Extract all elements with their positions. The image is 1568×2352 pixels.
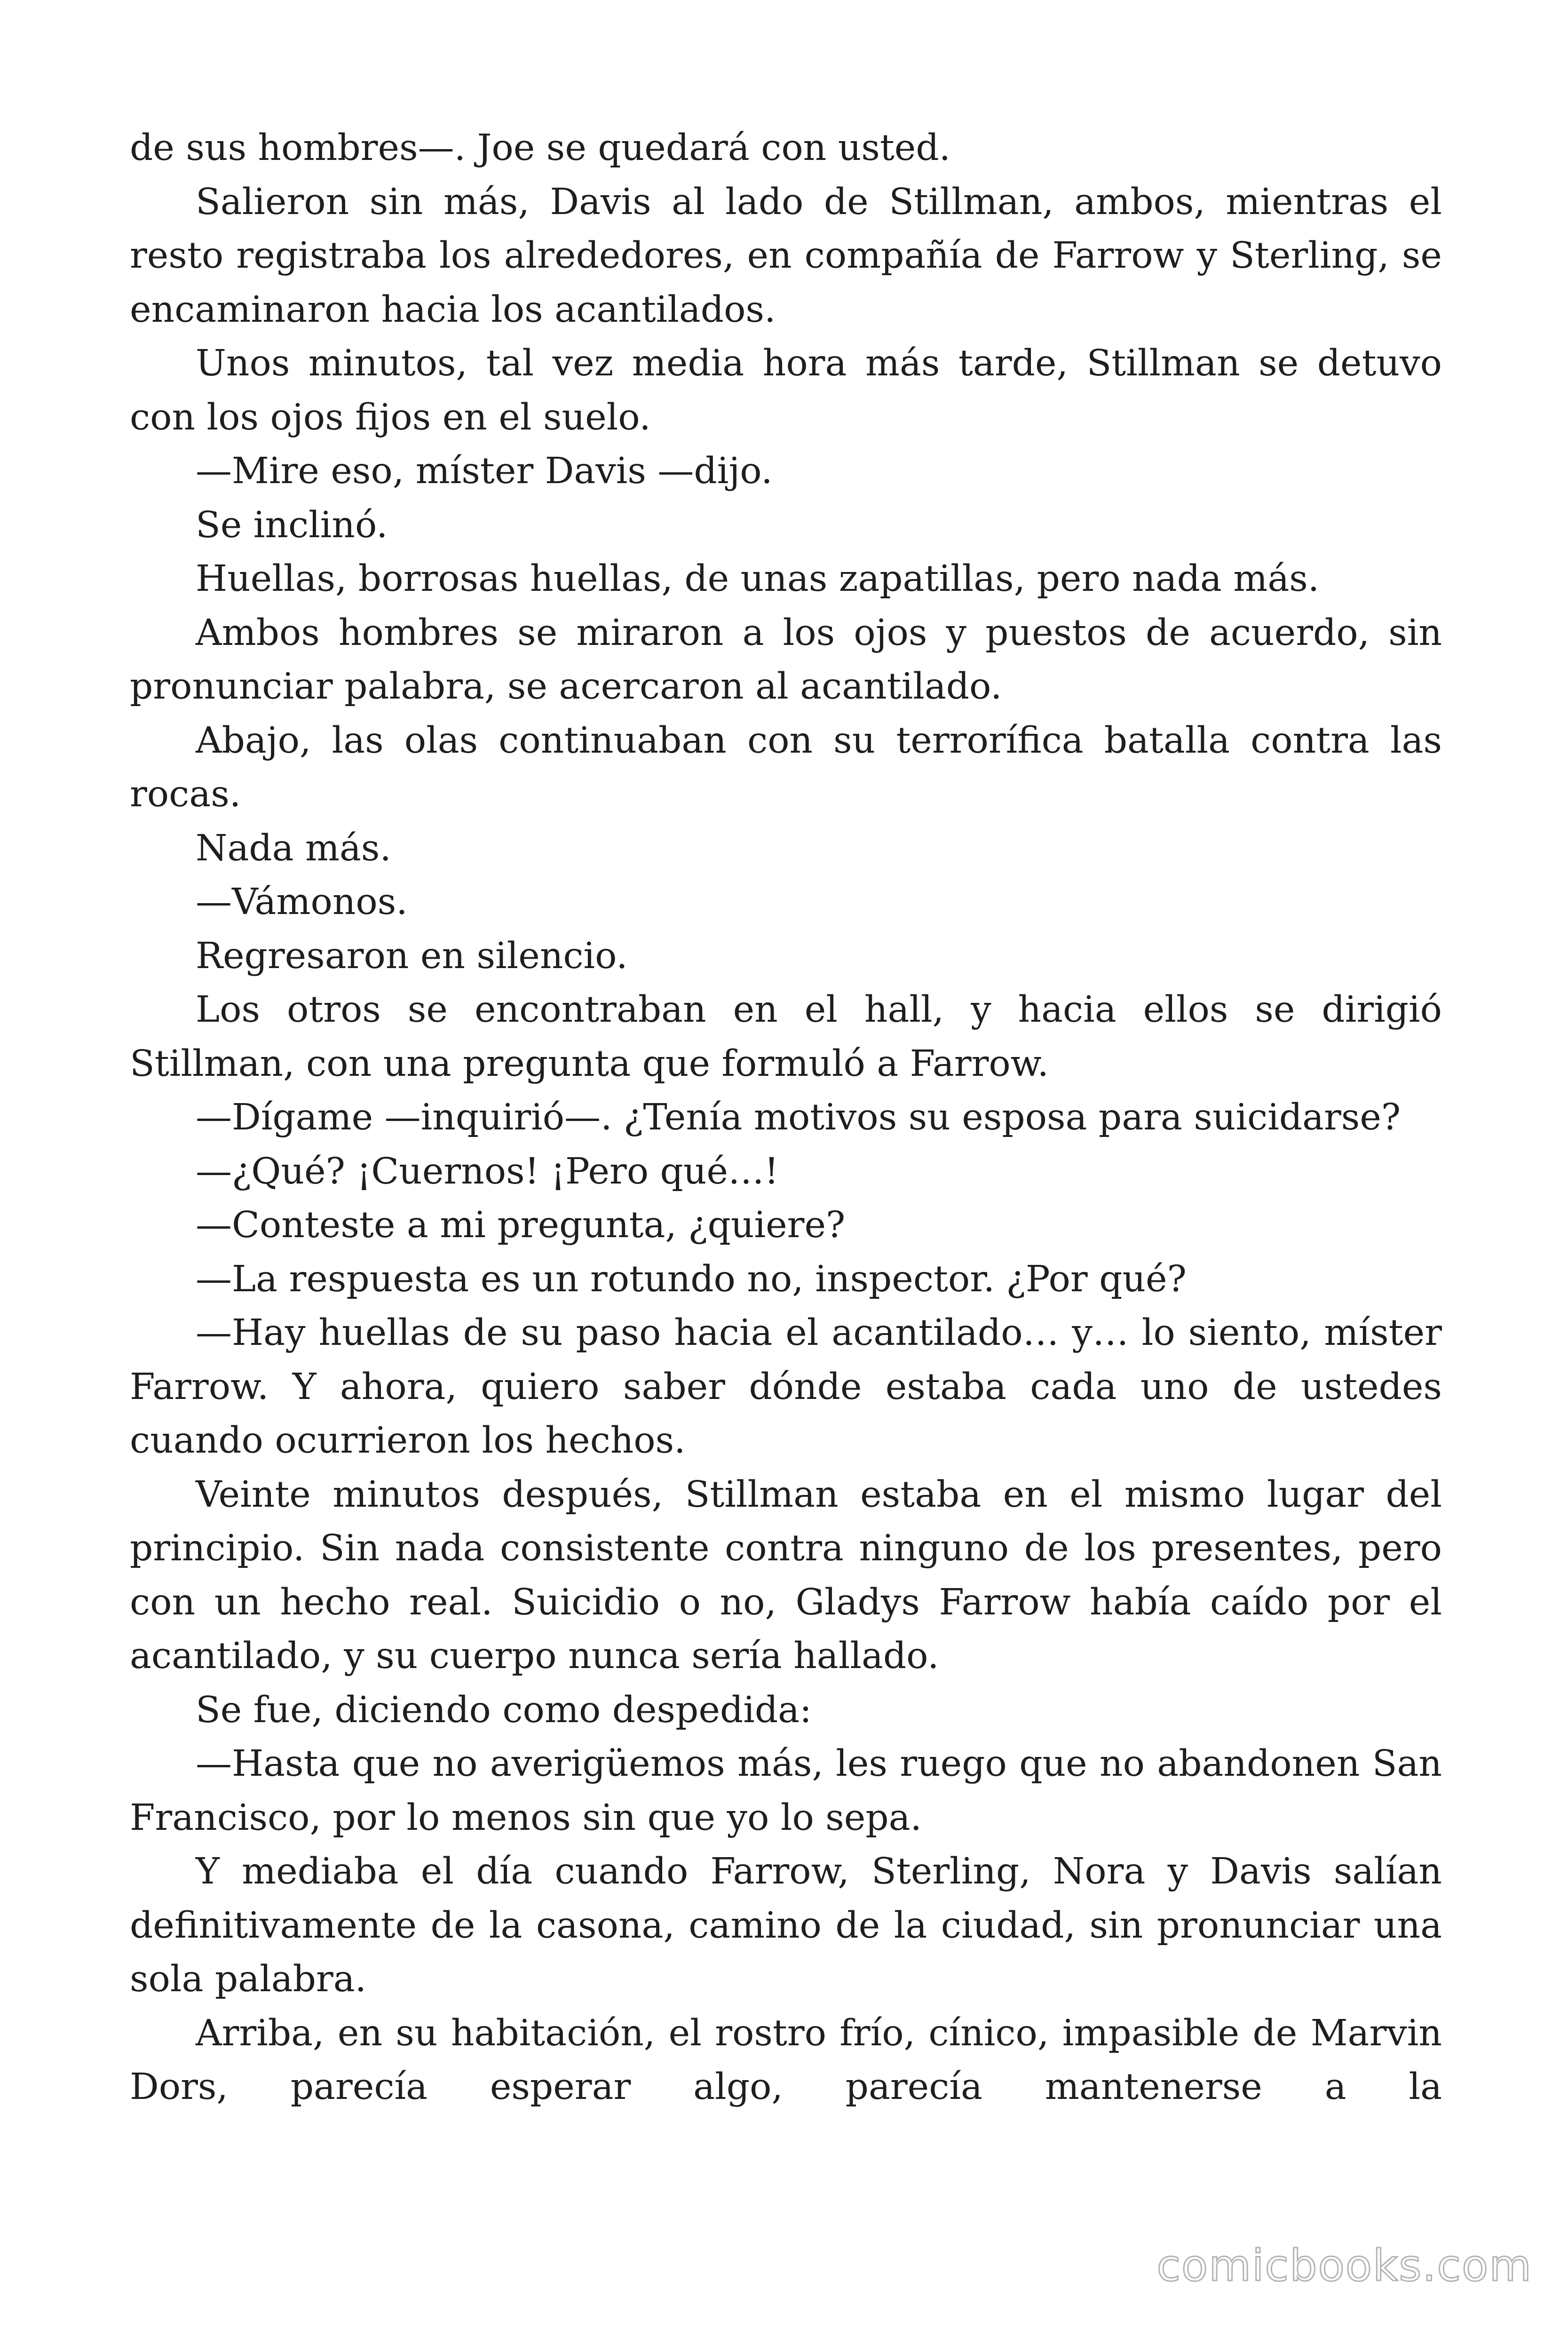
paragraph-20: —Hasta que no averigüemos más, les ruego que no abandonen San Francisco, por lo menos sin que yo lo sepa. bbox=[130, 1743, 1442, 1839]
paragraph-4: —Mire eso, míster Davis —dijo. bbox=[196, 450, 773, 492]
paragraph-10: —Vámonos. bbox=[196, 881, 408, 923]
paragraph-7: Ambos hombres se miraron a los ojos y puestos de acuerdo, sin pronunciar palabra, se acercaron al acantilado. bbox=[130, 612, 1442, 707]
paragraph-1: de sus hombres—. Joe se quedará con usted. bbox=[130, 127, 951, 169]
paragraph-14: —¿Qué? ¡Cuernos! ¡Pero qué…! bbox=[196, 1150, 779, 1192]
paragraph-17: —Hay huellas de su paso hacia el acantilado… y… lo siento, míster Farrow. Y ahora, quiero saber dónde estaba cada uno de ustedes cuando ocurrieron los hechos. bbox=[130, 1312, 1442, 1462]
paragraph-6: Huellas, borrosas huellas, de unas zapatillas, pero nada más. bbox=[196, 558, 1320, 600]
page-body bbox=[130, 121, 1442, 2114]
paragraph-15: —Conteste a mi pregunta, ¿quiere? bbox=[196, 1204, 846, 1246]
paragraph-13: —Dígame —inquirió—. ¿Tenía motivos su esposa para suicidarse? bbox=[196, 1097, 1401, 1138]
paragraph-3: Unos minutos, tal vez media hora más tarde, Stillman se detuvo con los ojos fijos en el suelo. bbox=[130, 342, 1442, 438]
paragraph-16: —La respuesta es un rotundo no, inspector. ¿Por qué? bbox=[196, 1258, 1187, 1300]
paragraph-5: Se inclinó. bbox=[196, 504, 388, 546]
paragraph-2: Salieron sin más, Davis al lado de Stillman, ambos, mientras el resto registraba los alrededores, en compañía de Farrow y Sterling, se encaminaron hacia los acantilados. bbox=[130, 181, 1442, 331]
paragraph-19: Se fue, diciendo como despedida: bbox=[196, 1689, 812, 1731]
paragraph-21: Y mediaba el día cuando Farrow, Sterling, Nora y Davis salían definitivamente de la casona, camino de la ciudad, sin pronunciar una sola palabra. bbox=[130, 1851, 1442, 2000]
paragraph-11: Regresaron en silencio. bbox=[196, 935, 628, 977]
watermark: comicbooks.com bbox=[1156, 2241, 1532, 2291]
paragraph-8: Abajo, las olas continuaban con su terrorífica batalla contra las rocas. bbox=[130, 719, 1442, 815]
paragraph-9: Nada más. bbox=[196, 827, 391, 869]
paragraph-22: Arriba, en su habitación, el rostro frío, cínico, impasible de Marvin Dors, parecía esperar algo, parecía mantenerse a la bbox=[130, 2012, 1442, 2108]
paragraph-12: Los otros se encontraban en el hall, y hacia ellos se dirigió Stillman, con una pregunta que formuló a Farrow. bbox=[130, 989, 1442, 1085]
paragraph-18: Veinte minutos después, Stillman estaba en el mismo lugar del principio. Sin nada consistente contra ninguno de los presentes, pero con un hecho real. Suicidio o no, Gladys Farrow había caído por el acantilado, y su cuerpo nunca sería hallado. bbox=[130, 1473, 1442, 1677]
